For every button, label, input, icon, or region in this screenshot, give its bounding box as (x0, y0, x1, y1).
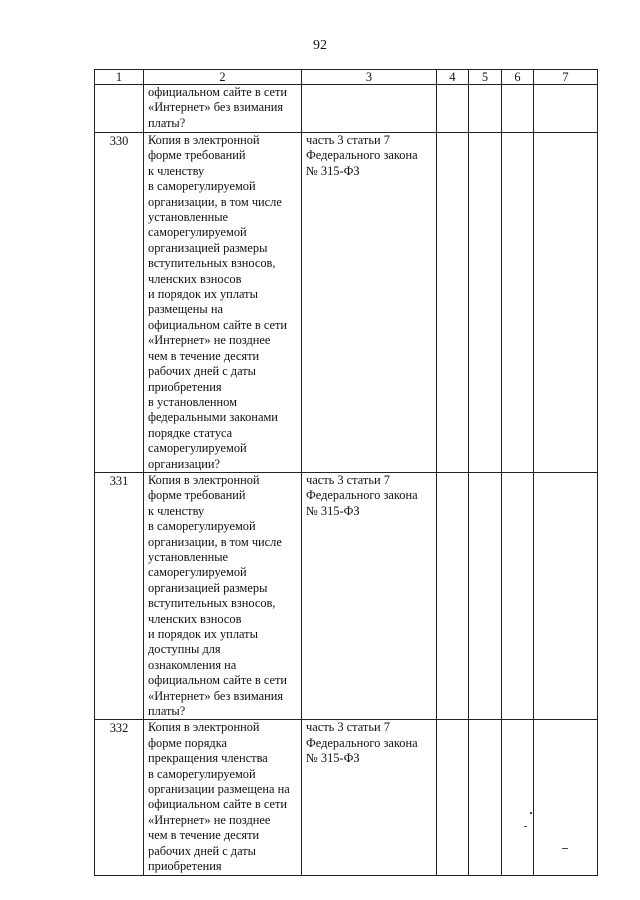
cell-col4 (437, 472, 469, 720)
table-row (95, 720, 598, 875)
cell-col5 (469, 472, 502, 720)
column-header: 1 (95, 70, 144, 85)
cell-col6 (502, 720, 534, 875)
cell-col4 (437, 133, 469, 473)
header-row (95, 70, 598, 85)
scan-speck (530, 812, 532, 814)
row-number: 331 (95, 472, 144, 720)
cell-col7 (534, 720, 598, 875)
cell-col4 (437, 85, 469, 133)
page-number: 92 (313, 38, 327, 53)
column-header: 5 (469, 70, 502, 85)
cell-col4 (437, 720, 469, 875)
legal-reference: часть 3 статьи 7 Федерального закона № 315-ФЗ (302, 133, 437, 473)
row-number: 332 (95, 720, 144, 875)
row-number (95, 85, 144, 133)
column-header: 6 (502, 70, 534, 85)
requirement-text: официальном сайте в сети «Интернет» без взимания платы? (144, 85, 302, 133)
cell-col6 (502, 472, 534, 720)
scan-speck (524, 826, 527, 827)
legal-reference (302, 85, 437, 133)
checklist-table (94, 69, 598, 876)
table-row (95, 133, 598, 473)
requirement-text: Копия в электронной форме порядка прекращения членства в саморегулируемой организации размещена на официальном сайте в сети «Интернет» не позднее чем в течение десяти рабочих дней с даты приобретения (144, 720, 302, 875)
column-header: 2 (144, 70, 302, 85)
cell-col6 (502, 85, 534, 133)
cell-col5 (469, 720, 502, 875)
cell-col6 (502, 133, 534, 473)
requirement-text: Копия в электронной форме требований к членству в саморегулируемой организации, в том числе установленные саморегулируемой организацией размеры вступительных взносов, членских взносов и порядок их уплаты размещены на официальном сайте в сети «Интернет» не позднее чем в течение десяти рабочих дней с даты приобретения в установленном федеральными законами порядке статуса саморегулируемой организации? (144, 133, 302, 473)
cell-col7 (534, 472, 598, 720)
cell-col7 (534, 85, 598, 133)
legal-reference: часть 3 статьи 7 Федерального закона № 315-ФЗ (302, 720, 437, 875)
scan-speck (562, 848, 568, 849)
legal-reference: часть 3 статьи 7 Федерального закона № 315-ФЗ (302, 472, 437, 720)
table-row (95, 85, 598, 133)
column-header: 7 (534, 70, 598, 85)
cell-col7 (534, 133, 598, 473)
cell-col5 (469, 85, 502, 133)
table-row (95, 472, 598, 720)
row-number: 330 (95, 133, 144, 473)
cell-col5 (469, 133, 502, 473)
column-header: 3 (302, 70, 437, 85)
requirement-text: Копия в электронной форме требований к членству в саморегулируемой организации, в том числе установленные саморегулируемой организацией размеры вступительных взносов, членских взносов и порядок их уплаты доступны для ознакомления на официальном сайте в сети «Интернет» без взимания платы? (144, 472, 302, 720)
column-header: 4 (437, 70, 469, 85)
